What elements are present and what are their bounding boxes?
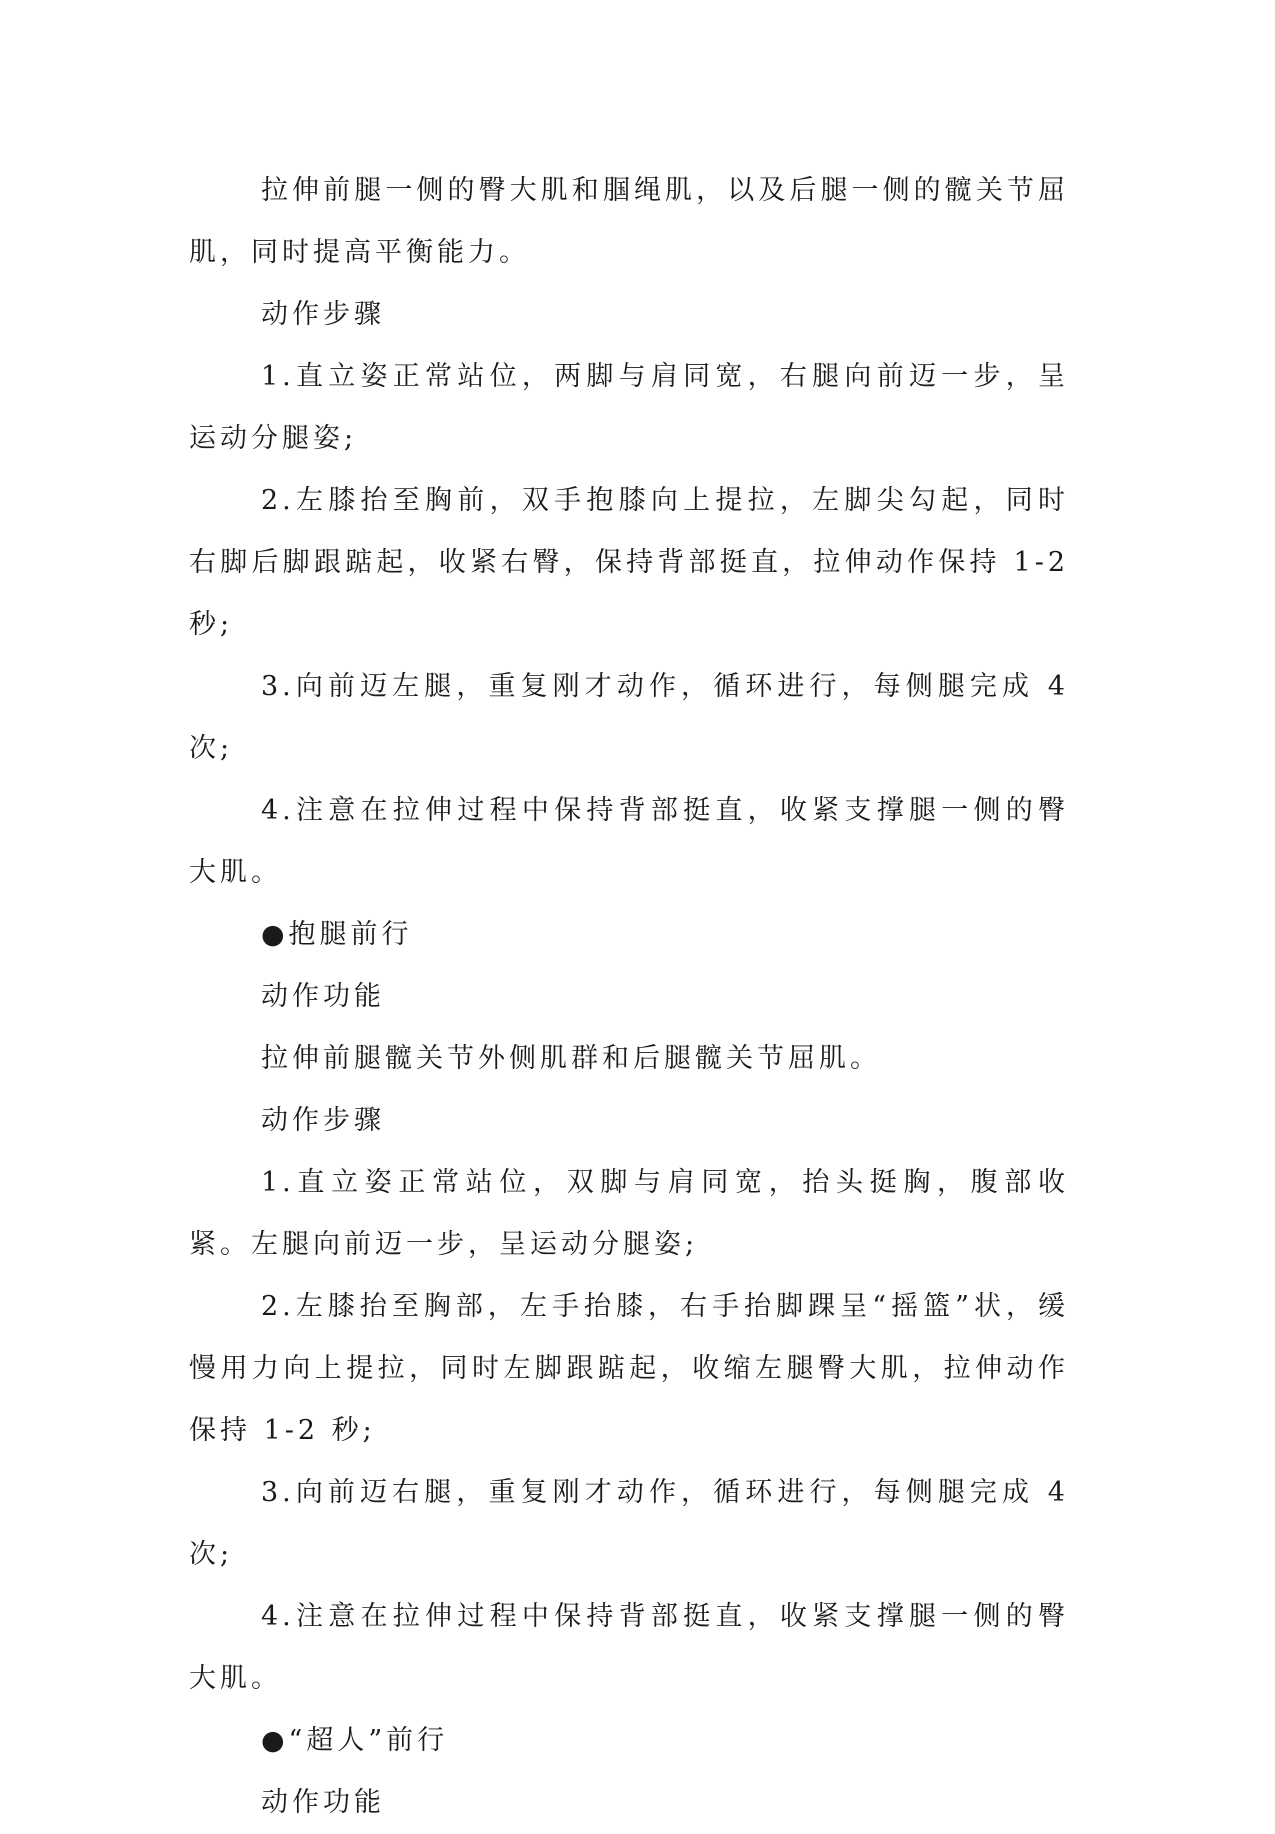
step-1-b: 1.直立姿正常站位，双脚与肩同宽，抬头挺胸，腹部收紧。左腿向前迈一步，呈运动分腿姿; (189, 1167, 1069, 1260)
section-title-superman-walk: ●“超人”前行 (261, 1725, 449, 1756)
step-3-b: 3.向前迈右腿，重复刚才动作，循环进行，每侧腿完成 4 次; (189, 1477, 1069, 1570)
section-title-hug-leg-walk: ●抱腿前行 (261, 919, 413, 950)
step-4-b: 4.注意在拉伸过程中保持背部挺直，收紧支撑腿一侧的臀大肌。 (189, 1601, 1069, 1694)
step-4-a: 4.注意在拉伸过程中保持背部挺直，收紧支撑腿一侧的臀大肌。 (189, 795, 1069, 888)
step-3-a: 3.向前迈左腿，重复刚才动作，循环进行，每侧腿完成 4 次; (189, 671, 1069, 764)
document-page (189, 160, 1069, 1834)
step-2-b: 2.左膝抬至胸部，左手抬膝，右手抬脚踝呈“摇篮”状，缓慢用力向上提拉，同时左脚跟踮起，收缩左腿臀大肌，拉伸动作保持 1-2 秒; (189, 1291, 1069, 1446)
step-2-a: 2.左膝抬至胸前，双手抱膝向上提拉，左脚尖勾起，同时右脚后脚跟踮起，收紧右臀，保持背部挺直，拉伸动作保持 1-2 秒; (189, 485, 1069, 640)
heading-steps-1: 动作步骤 (261, 299, 385, 330)
heading-function-1: 动作功能 (261, 981, 385, 1012)
heading-function-2: 动作功能 (261, 1787, 385, 1818)
function-description: 拉伸前腿髋关节外侧肌群和后腿髋关节屈肌。 (261, 1043, 881, 1074)
paragraph-stretch-intro: 拉伸前腿一侧的臀大肌和腘绳肌，以及后腿一侧的髋关节屈肌，同时提高平衡能力。 (189, 175, 1069, 268)
step-1-a: 1.直立姿正常站位，两脚与肩同宽，右腿向前迈一步，呈运动分腿姿; (189, 361, 1069, 454)
heading-steps-2: 动作步骤 (261, 1105, 385, 1136)
